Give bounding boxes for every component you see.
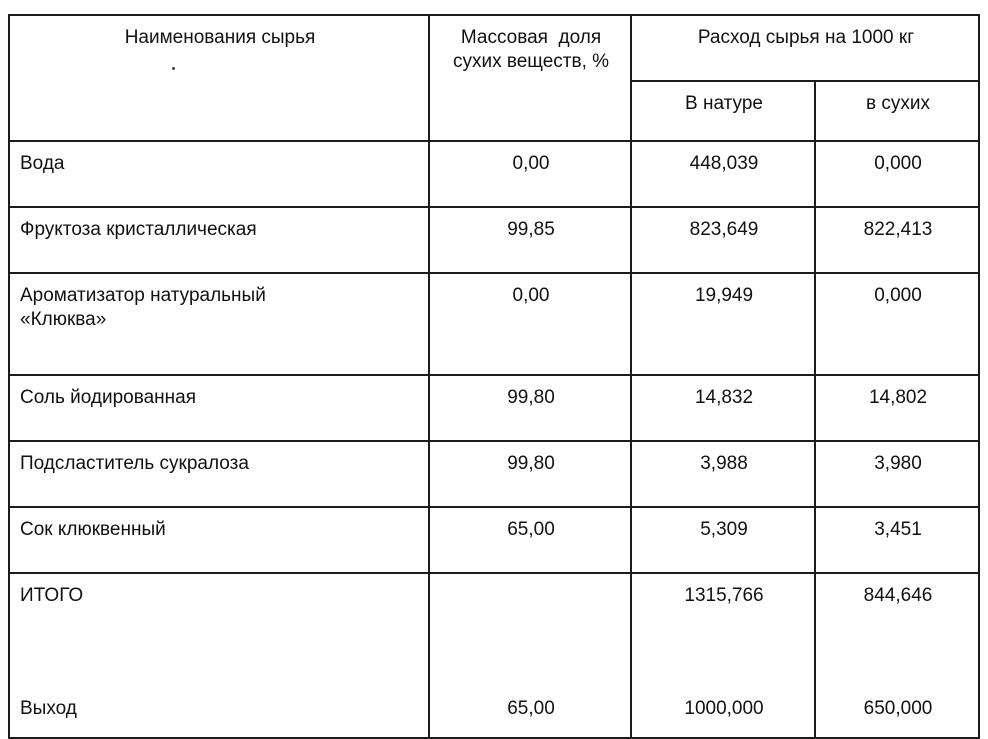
output-solids-cell: 65,00 xyxy=(429,646,631,738)
nature-value-cell: 5,309 xyxy=(631,507,815,573)
dry-value-cell: 3,980 xyxy=(815,441,979,507)
ingredient-name-cell: Фруктоза кристаллическая xyxy=(9,207,429,273)
dry-value-cell: 822,413 xyxy=(815,207,979,273)
ingredient-name-cell: Вода xyxy=(9,141,429,207)
solids-value-cell: 99,80 xyxy=(429,375,631,441)
raw-materials-table xyxy=(8,14,980,739)
header-in-nature-col: В натуре xyxy=(631,81,815,141)
ingredient-name-cell: Ароматизатор натуральный «Клюква» xyxy=(9,273,429,375)
dry-value-cell: 3,451 xyxy=(815,507,979,573)
output-label-cell: Выход xyxy=(9,646,429,738)
dry-value-cell: 14,802 xyxy=(815,375,979,441)
solids-value-cell: 99,85 xyxy=(429,207,631,273)
ingredient-name-cell: Подсластитель сукралоза xyxy=(9,441,429,507)
table-row xyxy=(9,507,979,573)
header-consumption-group: Расход сырья на 1000 кг xyxy=(631,15,979,81)
nature-value-cell: 14,832 xyxy=(631,375,815,441)
ingredient-name-cell: Соль йодированная xyxy=(9,375,429,441)
header-row-top xyxy=(9,15,979,81)
total-nature-cell: 1315,766 xyxy=(631,573,815,646)
solids-value-cell: 0,00 xyxy=(429,141,631,207)
output-dry-cell: 650,000 xyxy=(815,646,979,738)
header-name-col: Наименования сырья xyxy=(9,15,429,141)
dry-value-cell: 0,000 xyxy=(815,273,979,375)
total-row xyxy=(9,573,979,646)
total-solids-cell xyxy=(429,573,631,646)
header-in-dry-col: в сухих xyxy=(815,81,979,141)
nature-value-cell: 19,949 xyxy=(631,273,815,375)
dry-value-cell: 0,000 xyxy=(815,141,979,207)
solids-value-cell: 0,00 xyxy=(429,273,631,375)
output-nature-cell: 1000,000 xyxy=(631,646,815,738)
total-label-cell: ИТОГО xyxy=(9,573,429,646)
table-row xyxy=(9,207,979,273)
total-dry-cell: 844,646 xyxy=(815,573,979,646)
nature-value-cell: 823,649 xyxy=(631,207,815,273)
table-row xyxy=(9,273,979,375)
ingredient-name-cell: Сок клюквенный xyxy=(9,507,429,573)
solids-value-cell: 99,80 xyxy=(429,441,631,507)
solids-value-cell: 65,00 xyxy=(429,507,631,573)
output-row xyxy=(9,646,979,738)
nature-value-cell: 3,988 xyxy=(631,441,815,507)
header-solids-col: Массовая доля сухих веществ, % xyxy=(429,15,631,141)
table-row xyxy=(9,441,979,507)
table-row xyxy=(9,141,979,207)
nature-value-cell: 448,039 xyxy=(631,141,815,207)
table-row xyxy=(9,375,979,441)
